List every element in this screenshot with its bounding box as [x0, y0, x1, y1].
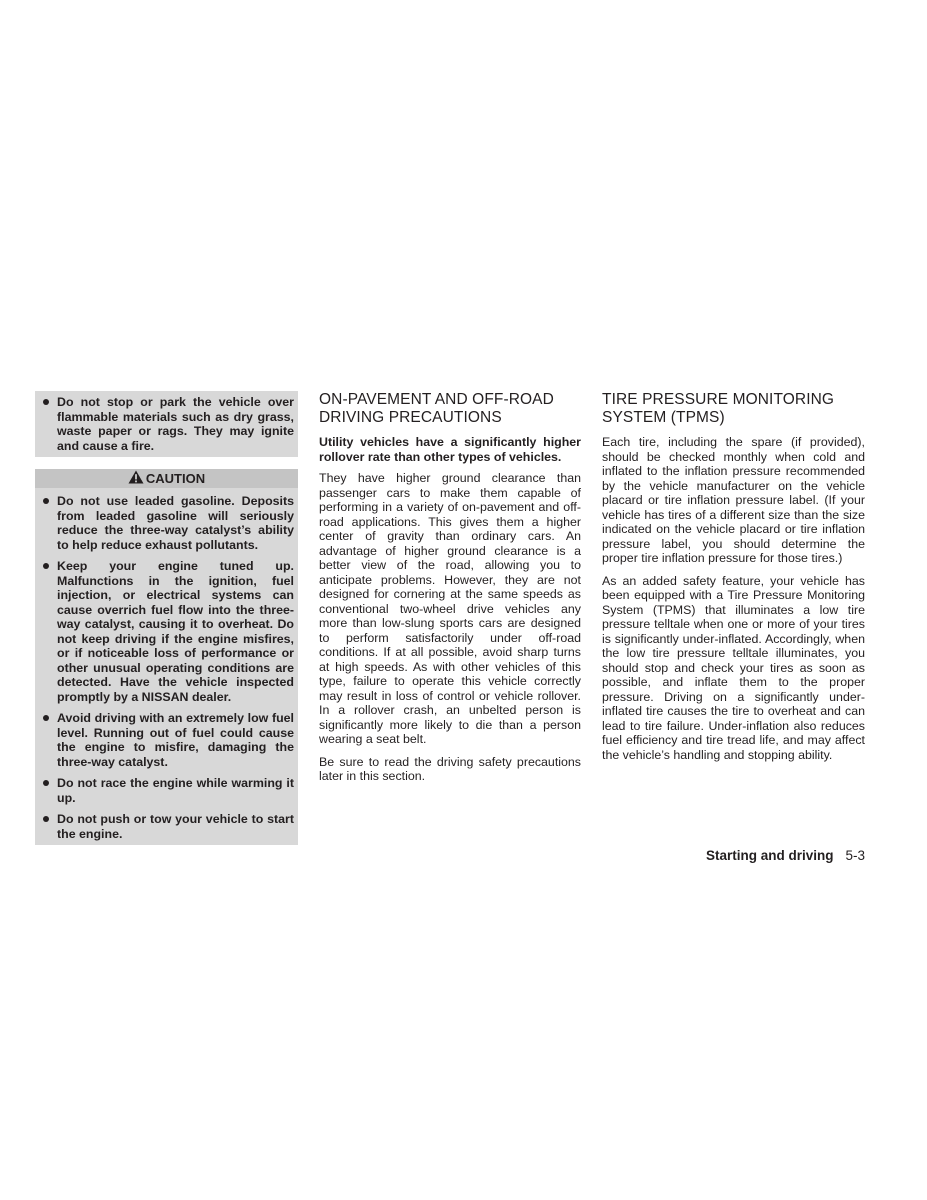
left-column [35, 391, 298, 845]
middle-column [319, 391, 581, 792]
section-title: Starting and driving [705, 848, 834, 863]
tpms-paragraph: As an added safety feature, your vehicle has been equipped with a Tire Pressure Monitoring System (TPMS) that illuminates a low tire pressure telltale when one or more of your tires is significantly under-inflated. Accordingly, when the low tire pressure telltale illuminates, you should stop and check your tires as soon as possible, and inflate them to the proper pressure. Driving on a significantly under-inflated tire causes the tire to overheat and can lead to tire failure. Under-inflation also reduces fuel efficiency and tire tread life, and may affect the vehicle’s handling and stopping ability. [602, 573, 865, 762]
offroad-heading: ON-PAVEMENT AND OFF-ROAD DRIVING PRECAUTIONS [319, 391, 554, 426]
warning-box [35, 391, 298, 457]
caution-item: Do not use leaded gasoline. Deposits from leaded gasoline will seriously reduce the three-way catalyst’s ability to help reduce exhaust pollutants. [39, 494, 294, 552]
tpms-paragraph: Each tire, including the spare (if provided), should be checked monthly when cold and inflated to the inflation pressure recommended by the vehicle manufacturer on the vehicle placard or tire inflation pressure label. (If your vehicle has tires of a different size than the size indicated on the vehicle placard or tire inflation pressure label, you should determine the proper tire inflation pressure for those tires.) [602, 435, 865, 565]
caution-box [35, 469, 298, 845]
warning-list [39, 395, 294, 453]
warning-item: Do not stop or park the vehicle over flammable materials such as dry grass, waste paper or rags. They may ignite and cause a fire. [39, 395, 294, 453]
tpms-heading: TIRE PRESSURE MONITORING SYSTEM (TPMS) [602, 391, 835, 426]
caution-item: Avoid driving with an extremely low fuel level. Running out of fuel could cause the engine to misfire, damaging the three-way catalyst. [39, 711, 294, 769]
caution-title: CAUTION [145, 471, 206, 486]
offroad-paragraph: They have higher ground clearance than passenger cars to make them capable of performing in a variety of on-pavement and off-road applications. This gives them a higher center of gravity than ordinary cars. An advantage of higher ground clearance is a better view of the road, allowing you to anticipate problems. However, they are not designed for cornering at the same speeds as conventional two-wheel drive vehicles any more than low-slung sports cars are designed to perform satisfactorily under off-road conditions. If at all possible, avoid sharp turns at high speeds. As with other vehicles of this type, failure to operate this vehicle correctly may result in loss of control or vehicle rollover. In a rollover crash, an unbelted person is significantly more likely to die than a person wearing a seat belt. [319, 471, 581, 746]
caution-item: Do not push or tow your vehicle to start the engine. [39, 812, 294, 841]
caution-list [39, 494, 294, 841]
offroad-paragraph: Be sure to read the driving safety precautions later in this section. [319, 754, 581, 783]
caution-item: Keep your engine tuned up. Malfunctions in the ignition, fuel injection, or electrical systems can cause overrich fuel flow into the three-way catalyst, causing it to overheat. Do not keep driving if the engine misfires, or if noticeable loss of performance or other unusual operating conditions are detected. Have the vehicle inspected promptly by a NISSAN dealer. [39, 559, 294, 704]
caution-item: Do not race the engine while warming it up. [39, 776, 294, 805]
page-number: 5-3 [845, 848, 865, 863]
page-footer [706, 848, 865, 863]
caution-header [35, 469, 298, 488]
warning-triangle-icon [128, 470, 146, 487]
right-column [602, 391, 865, 770]
offroad-intro: Utility vehicles have a significantly higher rollover rate than other types of vehicles. [319, 435, 581, 464]
